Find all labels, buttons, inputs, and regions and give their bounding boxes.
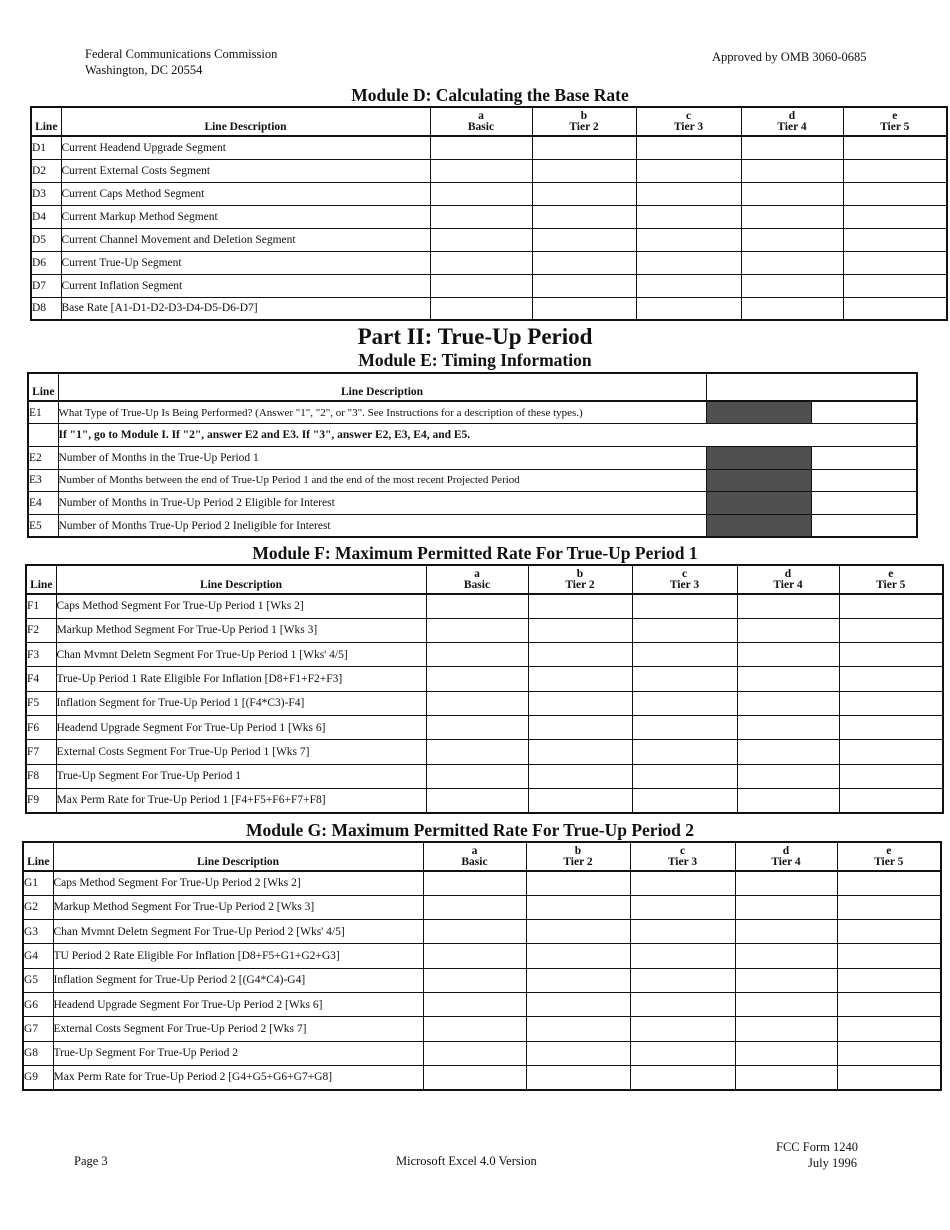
input-cell-tier5[interactable] [839, 643, 943, 667]
table-row [26, 740, 943, 764]
line-description: Inflation Segment for True-Up Period 1 [(F4*C3)-F4] [56, 691, 426, 715]
tier-header-tier2: b Tier 2 [528, 565, 632, 594]
line-description: Current Markup Method Segment [61, 205, 430, 228]
line-description: Current Inflation Segment [61, 274, 430, 297]
input-cell-tier2[interactable] [532, 136, 636, 159]
tier-header-tier4: d Tier 4 [735, 842, 837, 871]
line-description: External Costs Segment For True-Up Period 2 [Wks 7] [53, 1017, 423, 1041]
input-cell-tier4[interactable] [737, 764, 839, 788]
input-cell-basic[interactable] [430, 297, 532, 320]
tier-header-basic: a Basic [430, 107, 532, 136]
line-code: G6 [23, 992, 53, 1016]
input-cell-tier2[interactable] [532, 228, 636, 251]
line-code: D7 [31, 274, 61, 297]
description-header: Line Description [58, 373, 706, 401]
line-code: F2 [26, 618, 56, 642]
line-description: Base Rate [A1-D1-D2-D3-D4-D5-D6-D7] [61, 297, 430, 320]
input-cell-tier5[interactable] [843, 297, 947, 320]
answer-cell[interactable] [811, 492, 917, 515]
input-cell-basic[interactable] [423, 1041, 526, 1065]
line-description: TU Period 2 Rate Eligible For Inflation [D8+F5+G1+G2+G3] [53, 944, 423, 968]
line-description: Number of Months in True-Up Period 2 Eligible for Interest [58, 492, 706, 515]
input-cell-tier4[interactable] [741, 297, 843, 320]
input-cell-tier4[interactable] [737, 643, 839, 667]
input-cell-basic[interactable] [430, 228, 532, 251]
line-code: F7 [26, 740, 56, 764]
input-cell-tier5[interactable] [843, 136, 947, 159]
line-description: Caps Method Segment For True-Up Period 1 [Wks 2] [56, 594, 426, 618]
table-row [23, 968, 941, 992]
answer-cell[interactable] [811, 401, 917, 424]
input-cell-tier4[interactable] [735, 1041, 837, 1065]
input-cell-tier2[interactable] [526, 968, 630, 992]
line-description: Max Perm Rate for True-Up Period 1 [F4+F5+F6+F7+F8] [56, 788, 426, 812]
table-row [28, 514, 917, 537]
input-cell-tier3[interactable] [636, 205, 741, 228]
line-code: G1 [23, 871, 53, 895]
input-cell-tier4[interactable] [735, 1065, 837, 1089]
input-cell-tier5[interactable] [837, 1065, 941, 1089]
table-row [26, 667, 943, 691]
line-code: D6 [31, 251, 61, 274]
table-row [26, 788, 943, 812]
shaded-cell [706, 401, 811, 424]
input-cell-tier3[interactable] [632, 764, 737, 788]
input-cell-basic[interactable] [430, 251, 532, 274]
shaded-cell [706, 492, 811, 515]
input-cell-tier2[interactable] [528, 691, 632, 715]
table-row [23, 944, 941, 968]
line-code: F3 [26, 643, 56, 667]
line-description: Headend Upgrade Segment For True-Up Period 2 [Wks 6] [53, 992, 423, 1016]
module-g-table [22, 841, 942, 1091]
input-cell-tier5[interactable] [837, 895, 941, 919]
line-code: E4 [28, 492, 58, 515]
shaded-cell [706, 469, 811, 492]
line-description: Current External Costs Segment [61, 159, 430, 182]
tier-header-tier3: c Tier 3 [632, 565, 737, 594]
input-cell-basic[interactable] [430, 205, 532, 228]
input-cell-tier2[interactable] [528, 788, 632, 812]
line-code: D1 [31, 136, 61, 159]
table-row [23, 895, 941, 919]
line-description: Chan Mvmnt Deletn Segment For True-Up Period 2 [Wks' 4/5] [53, 920, 423, 944]
input-cell-tier4[interactable] [735, 968, 837, 992]
input-cell-basic[interactable] [423, 1017, 526, 1041]
input-cell-tier3[interactable] [632, 691, 737, 715]
tier-header-basic: a Basic [423, 842, 526, 871]
line-code: E1 [28, 401, 58, 424]
input-cell-basic[interactable] [423, 944, 526, 968]
line-code: G4 [23, 944, 53, 968]
shaded-cell [706, 446, 811, 469]
input-cell-basic[interactable] [430, 182, 532, 205]
input-cell-basic[interactable] [430, 274, 532, 297]
input-cell-basic[interactable] [426, 594, 528, 618]
omb-approval: Approved by OMB 3060-0685 [712, 50, 867, 64]
answer-cell[interactable] [811, 446, 917, 469]
table-row [28, 446, 917, 469]
input-cell-tier4[interactable] [741, 228, 843, 251]
input-cell-tier5[interactable] [843, 182, 947, 205]
input-cell-tier3[interactable] [630, 1017, 735, 1041]
input-cell-tier2[interactable] [528, 667, 632, 691]
module-d-title: Module D: Calculating the Base Rate [351, 85, 629, 105]
input-cell-basic[interactable] [423, 992, 526, 1016]
input-cell-tier4[interactable] [735, 871, 837, 895]
input-cell-tier2[interactable] [532, 205, 636, 228]
input-cell-tier2[interactable] [526, 1065, 630, 1089]
line-code: F5 [26, 691, 56, 715]
line-code: F4 [26, 667, 56, 691]
table-row [23, 992, 941, 1016]
table-row [26, 594, 943, 618]
table-row [28, 469, 917, 492]
input-cell-basic[interactable] [426, 643, 528, 667]
input-cell-tier5[interactable] [837, 871, 941, 895]
input-cell-tier3[interactable] [636, 251, 741, 274]
module-d-table [30, 106, 948, 321]
input-cell-basic[interactable] [423, 920, 526, 944]
input-cell-tier3[interactable] [636, 159, 741, 182]
input-cell-tier3[interactable] [630, 992, 735, 1016]
input-cell-tier3[interactable] [636, 182, 741, 205]
tier-header-tier4: d Tier 4 [741, 107, 843, 136]
module-g-title: Module G: Maximum Permitted Rate For True-Up Period 2 [245, 820, 695, 840]
input-cell-tier5[interactable] [837, 992, 941, 1016]
tier-header-tier2: b Tier 2 [526, 842, 630, 871]
input-cell-tier4[interactable] [737, 715, 839, 739]
line-code: D2 [31, 159, 61, 182]
module-f-table [25, 564, 944, 814]
input-cell-tier5[interactable] [839, 764, 943, 788]
answer-cell[interactable] [811, 514, 917, 537]
input-cell-tier4[interactable] [737, 740, 839, 764]
input-cell-basic[interactable] [423, 871, 526, 895]
input-cell-tier4[interactable] [735, 992, 837, 1016]
line-description: Caps Method Segment For True-Up Period 2 [Wks 2] [53, 871, 423, 895]
line-description: True-Up Segment For True-Up Period 1 [56, 764, 426, 788]
line-description: Current Channel Movement and Deletion Segment [61, 228, 430, 251]
line-description: Max Perm Rate for True-Up Period 2 [G4+G5+G6+G7+G8] [53, 1065, 423, 1089]
input-cell-tier5[interactable] [843, 159, 947, 182]
input-cell-tier3[interactable] [630, 944, 735, 968]
input-cell-tier4[interactable] [735, 944, 837, 968]
input-cell-tier5[interactable] [843, 205, 947, 228]
input-cell-tier4[interactable] [741, 136, 843, 159]
input-cell-tier5[interactable] [837, 1041, 941, 1065]
description-header: Line Description [53, 842, 423, 871]
table-row [31, 297, 947, 320]
tier-header-tier5: e Tier 5 [837, 842, 941, 871]
table-row [28, 492, 917, 515]
line-code: F1 [26, 594, 56, 618]
input-cell-tier3[interactable] [632, 594, 737, 618]
input-cell-basic[interactable] [426, 618, 528, 642]
table-row [26, 618, 943, 642]
input-cell-tier4[interactable] [737, 594, 839, 618]
input-cell-tier4[interactable] [737, 788, 839, 812]
input-cell-tier3[interactable] [630, 1041, 735, 1065]
table-row [26, 691, 943, 715]
input-cell-tier2[interactable] [526, 1041, 630, 1065]
input-cell-tier3[interactable] [632, 715, 737, 739]
part-ii-title: Part II: True-Up Period [357, 324, 593, 349]
line-description: True-Up Segment For True-Up Period 2 [53, 1041, 423, 1065]
input-cell-tier2[interactable] [526, 920, 630, 944]
line-description: External Costs Segment For True-Up Period 1 [Wks 7] [56, 740, 426, 764]
line-description: Inflation Segment for True-Up Period 2 [(G4*C4)-G4] [53, 968, 423, 992]
line-code: D4 [31, 205, 61, 228]
input-cell-tier5[interactable] [837, 944, 941, 968]
input-cell-tier5[interactable] [839, 667, 943, 691]
input-cell-tier4[interactable] [735, 1017, 837, 1041]
input-cell-basic[interactable] [423, 895, 526, 919]
line-code: F6 [26, 715, 56, 739]
table-row [23, 1065, 941, 1089]
input-cell-basic[interactable] [426, 667, 528, 691]
input-cell-tier5[interactable] [839, 788, 943, 812]
line-description: What Type of True-Up Is Being Performed? (Answer "1", "2", or "3". See Instructions for a description of these types.) [58, 401, 706, 424]
input-cell-tier4[interactable] [741, 205, 843, 228]
input-cell-tier5[interactable] [839, 715, 943, 739]
input-cell-tier3[interactable] [630, 895, 735, 919]
input-cell-tier3[interactable] [632, 618, 737, 642]
line-description: Current Caps Method Segment [61, 182, 430, 205]
input-cell-tier5[interactable] [837, 1017, 941, 1041]
input-cell-tier2[interactable] [526, 992, 630, 1016]
input-cell-basic[interactable] [426, 691, 528, 715]
line-code: G5 [23, 968, 53, 992]
input-cell-tier4[interactable] [735, 895, 837, 919]
input-cell-tier4[interactable] [735, 920, 837, 944]
table-row [31, 228, 947, 251]
input-cell-tier5[interactable] [843, 228, 947, 251]
input-cell-tier2[interactable] [532, 274, 636, 297]
instruction-note: If "1", go to Module I. If "2", answer E2 and E3. If "3", answer E2, E3, E4, and E5. [58, 424, 917, 447]
input-cell-tier2[interactable] [532, 297, 636, 320]
table-row [26, 764, 943, 788]
line-code: G7 [23, 1017, 53, 1041]
line-code [28, 424, 58, 447]
line-code: G8 [23, 1041, 53, 1065]
line-code: F9 [26, 788, 56, 812]
table-row [31, 182, 947, 205]
input-cell-tier3[interactable] [630, 871, 735, 895]
table-row [28, 424, 917, 447]
input-cell-tier5[interactable] [843, 274, 947, 297]
input-cell-tier3[interactable] [632, 740, 737, 764]
table-row [23, 1017, 941, 1041]
input-cell-tier3[interactable] [632, 788, 737, 812]
input-cell-tier2[interactable] [528, 618, 632, 642]
tier-header-tier4: d Tier 4 [737, 565, 839, 594]
input-cell-tier2[interactable] [528, 715, 632, 739]
input-cell-tier5[interactable] [839, 691, 943, 715]
line-code: E2 [28, 446, 58, 469]
agency-address: Washington, DC 20554 [85, 63, 203, 77]
input-cell-tier5[interactable] [843, 251, 947, 274]
line-code: F8 [26, 764, 56, 788]
input-cell-tier4[interactable] [737, 618, 839, 642]
line-code: D3 [31, 182, 61, 205]
tier-header-tier3: c Tier 3 [636, 107, 741, 136]
input-cell-basic[interactable] [430, 136, 532, 159]
line-description: Number of Months between the end of True-Up Period 1 and the end of the most recent Projected Period [58, 469, 706, 492]
input-cell-tier3[interactable] [636, 297, 741, 320]
table-row [26, 643, 943, 667]
input-cell-tier2[interactable] [532, 251, 636, 274]
software-version: Microsoft Excel 4.0 Version [396, 1154, 537, 1168]
input-cell-tier5[interactable] [839, 618, 943, 642]
input-cell-tier3[interactable] [636, 228, 741, 251]
line-code: E3 [28, 469, 58, 492]
input-cell-tier4[interactable] [741, 251, 843, 274]
tier-header-tier5: e Tier 5 [843, 107, 947, 136]
input-cell-tier5[interactable] [839, 594, 943, 618]
input-cell-tier2[interactable] [528, 594, 632, 618]
input-cell-tier4[interactable] [741, 182, 843, 205]
input-cell-basic[interactable] [426, 740, 528, 764]
line-description: Headend Upgrade Segment For True-Up Period 1 [Wks 6] [56, 715, 426, 739]
input-cell-tier2[interactable] [526, 871, 630, 895]
tier-header-tier2: b Tier 2 [532, 107, 636, 136]
input-cell-tier2[interactable] [528, 764, 632, 788]
input-cell-tier5[interactable] [837, 968, 941, 992]
form-number: FCC Form 1240 [776, 1140, 858, 1154]
line-header: Line [31, 107, 61, 136]
input-cell-basic[interactable] [426, 715, 528, 739]
tier-header-tier3: c Tier 3 [630, 842, 735, 871]
form-date: July 1996 [808, 1156, 857, 1170]
line-code: D5 [31, 228, 61, 251]
header-spacer [811, 373, 917, 401]
line-code: D8 [31, 297, 61, 320]
answer-cell[interactable] [811, 469, 917, 492]
input-cell-tier2[interactable] [532, 159, 636, 182]
description-header: Line Description [56, 565, 426, 594]
input-cell-tier3[interactable] [636, 136, 741, 159]
input-cell-tier2[interactable] [526, 944, 630, 968]
module-e-title: Module E: Timing Information [358, 350, 592, 370]
input-cell-tier3[interactable] [630, 968, 735, 992]
input-cell-tier2[interactable] [526, 895, 630, 919]
tier-header-tier5: e Tier 5 [839, 565, 943, 594]
line-description: Current Headend Upgrade Segment [61, 136, 430, 159]
line-description: Number of Months in the True-Up Period 1 [58, 446, 706, 469]
input-cell-tier3[interactable] [636, 274, 741, 297]
module-e-table [27, 372, 918, 538]
line-description: Markup Method Segment For True-Up Period 2 [Wks 3] [53, 895, 423, 919]
shaded-cell [706, 514, 811, 537]
header-spacer [706, 373, 811, 401]
input-cell-tier3[interactable] [630, 920, 735, 944]
input-cell-tier3[interactable] [630, 1065, 735, 1089]
agency-header [85, 46, 277, 78]
table-row [26, 715, 943, 739]
line-code: G2 [23, 895, 53, 919]
input-cell-tier4[interactable] [737, 691, 839, 715]
input-cell-basic[interactable] [430, 159, 532, 182]
input-cell-tier3[interactable] [632, 643, 737, 667]
page-number: Page 3 [74, 1154, 108, 1168]
tier-header-basic: a Basic [426, 565, 528, 594]
table-row [23, 871, 941, 895]
line-header: Line [23, 842, 53, 871]
table-row [23, 920, 941, 944]
line-description: True-Up Period 1 Rate Eligible For Inflation [D8+F1+F2+F3] [56, 667, 426, 691]
line-code: E5 [28, 514, 58, 537]
line-description: Chan Mvmnt Deletn Segment For True-Up Period 1 [Wks' 4/5] [56, 643, 426, 667]
description-header: Line Description [61, 107, 430, 136]
line-description: Markup Method Segment For True-Up Period 1 [Wks 3] [56, 618, 426, 642]
table-row [31, 205, 947, 228]
line-header: Line [28, 373, 58, 401]
table-row [28, 401, 917, 424]
input-cell-tier2[interactable] [532, 182, 636, 205]
input-cell-tier2[interactable] [528, 740, 632, 764]
table-row [31, 251, 947, 274]
input-cell-basic[interactable] [423, 1065, 526, 1089]
input-cell-tier2[interactable] [526, 1017, 630, 1041]
input-cell-basic[interactable] [426, 788, 528, 812]
input-cell-tier4[interactable] [741, 274, 843, 297]
line-code: G9 [23, 1065, 53, 1089]
line-header: Line [26, 565, 56, 594]
agency-name: Federal Communications Commission [85, 47, 278, 61]
line-description: Number of Months True-Up Period 2 Ineligible for Interest [58, 514, 706, 537]
input-cell-tier4[interactable] [741, 159, 843, 182]
input-cell-tier5[interactable] [839, 740, 943, 764]
line-description: Current True-Up Segment [61, 251, 430, 274]
table-row [31, 136, 947, 159]
line-code: G3 [23, 920, 53, 944]
input-cell-basic[interactable] [426, 764, 528, 788]
table-row [23, 1041, 941, 1065]
input-cell-tier4[interactable] [737, 667, 839, 691]
input-cell-tier5[interactable] [837, 920, 941, 944]
module-f-title: Module F: Maximum Permitted Rate For True-Up Period 1 [252, 543, 698, 563]
input-cell-basic[interactable] [423, 968, 526, 992]
input-cell-tier2[interactable] [528, 643, 632, 667]
table-row [31, 274, 947, 297]
table-row [31, 159, 947, 182]
input-cell-tier3[interactable] [632, 667, 737, 691]
